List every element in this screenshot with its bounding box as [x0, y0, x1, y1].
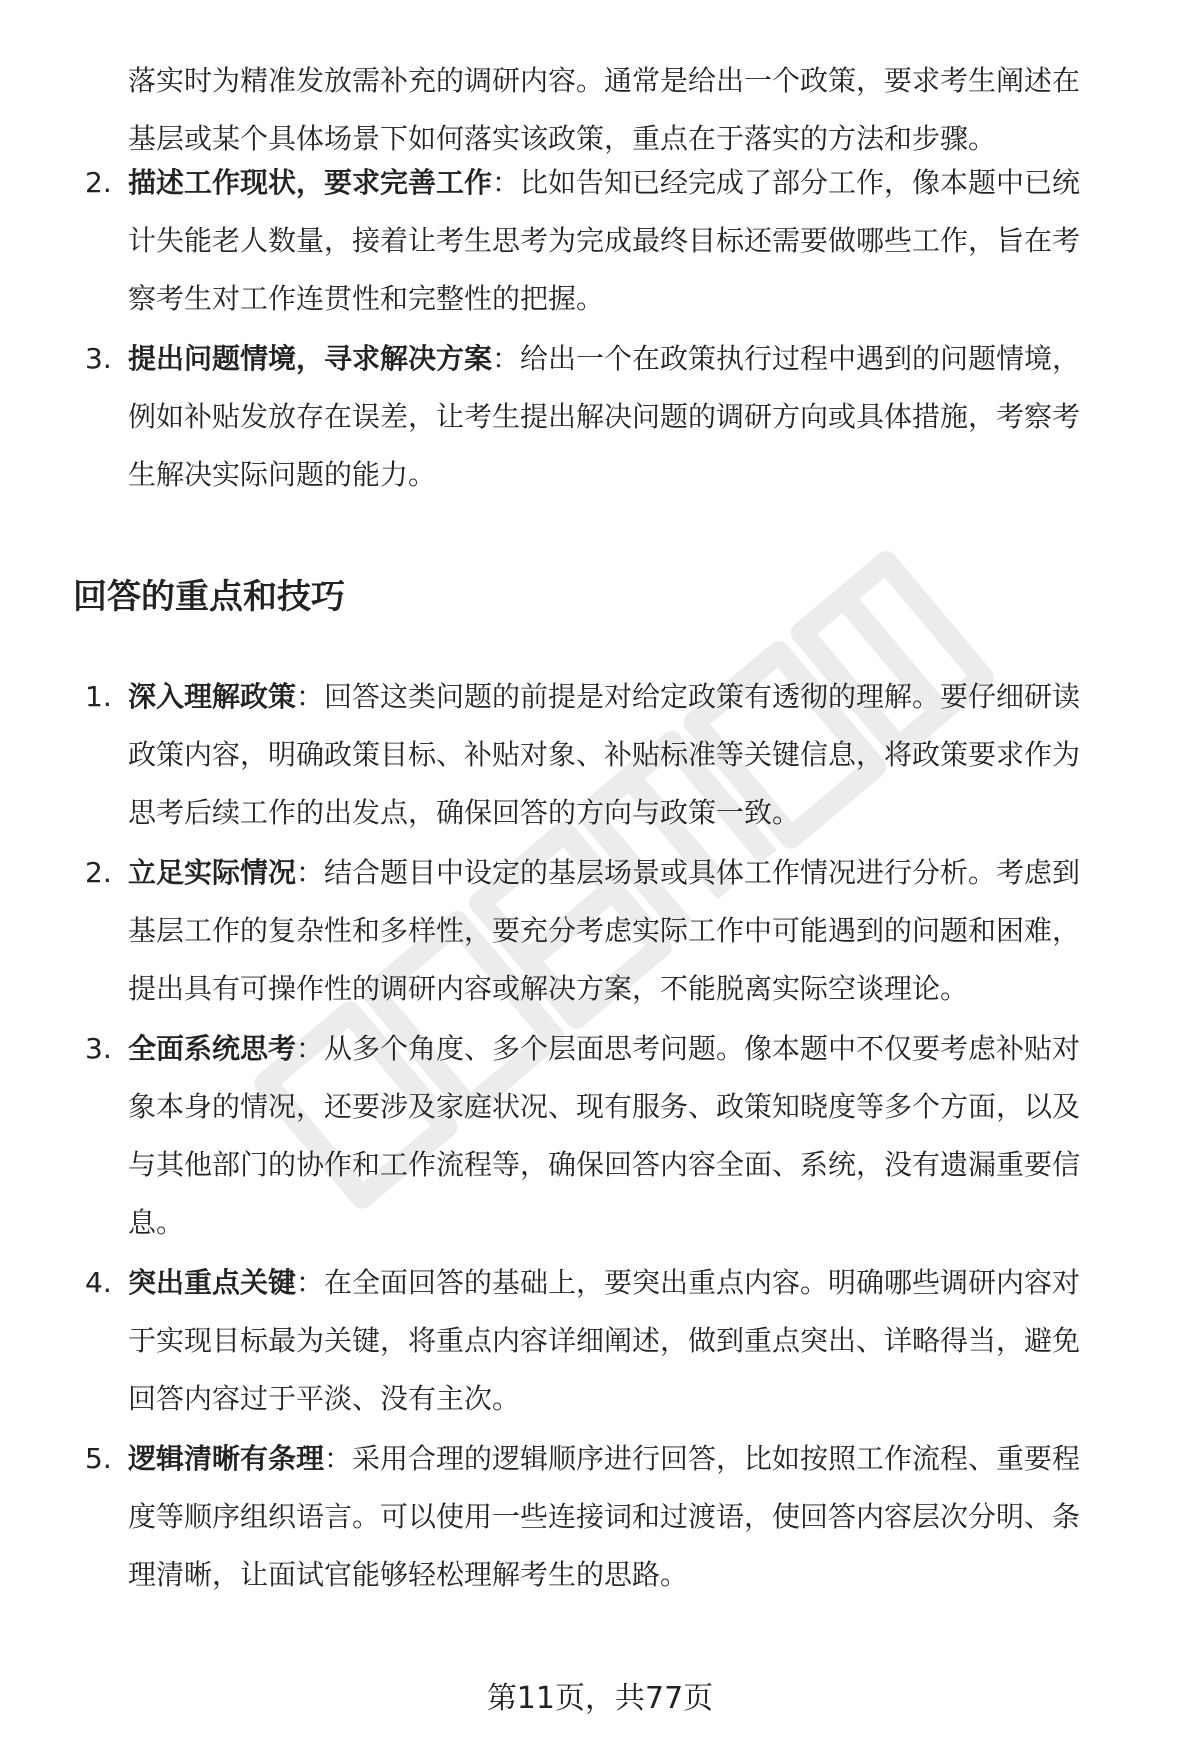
list-item-number: 1.	[85, 680, 112, 713]
list-item-text: ：比如告知已经完成了部分工作，像本题中已统 计失能老人数量，接着让考生思考为完成最终目标还需要做哪些工作，旨在考 察考生对工作连贯性和完整性的把握。	[128, 166, 1081, 315]
list-item-lead: 全面系统思考	[128, 1032, 297, 1065]
list-item	[0, 668, 1200, 842]
list-item-body	[128, 330, 1140, 504]
list-item-lead: 突出重点关键	[128, 1266, 297, 1299]
section-heading: 回答的重点和技巧	[73, 577, 345, 617]
list-item-body	[128, 1020, 1140, 1252]
list-item-lead: 立足实际情况	[128, 856, 297, 889]
page-number-footer: 第11页，共77页	[486, 1681, 714, 1716]
tips-list	[0, 668, 1200, 1606]
list-item-number: 3.	[85, 1032, 112, 1065]
list-item-lead: 深入理解政策	[128, 680, 297, 713]
list-item-text: ：回答这类问题的前提是对给定政策有透彻的理解。要仔细研读 政策内容，明确政策目标、补贴对象、补贴标准等关键信息，将政策要求作为 思考后续工作的出发点，确保回答的方向与政策一致。	[128, 680, 1081, 829]
list-item	[0, 154, 1200, 328]
list-item	[0, 844, 1200, 1018]
list-item	[0, 330, 1200, 504]
list-item-lead: 提出问题情境，寻求解决方案	[128, 342, 493, 375]
list-item-text: ：给出一个在政策执行过程中遇到的问题情境， 例如补贴发放存在误差，让考生提出解决问题的调研方向或具体措施，考察考 生解决实际问题的能力。	[128, 342, 1081, 491]
list-item-text: ：从多个角度、多个层面思考问题。像本题中不仅要考虑补贴对 象本身的情况，还要涉及家庭状况、现有服务、政策知晓度等多个方面，以及 与其他部门的协作和工作流程等，确保回答内容全面、系统，没有遗漏重要信 息。	[128, 1032, 1081, 1239]
list-item-lead: 逻辑清晰有条理	[128, 1442, 325, 1475]
list-item	[0, 1430, 1200, 1604]
list-item-body	[128, 668, 1140, 842]
list-item-text: ：在全面回答的基础上，要突出重点内容。明确哪些调研内容对 于实现目标最为关键，将重点内容详细阐述，做到重点突出、详略得当，避免 回答内容过于平淡、没有主次。	[128, 1266, 1081, 1415]
list-item	[0, 1020, 1200, 1252]
list-item-body	[128, 154, 1140, 328]
list-item-body	[128, 1430, 1140, 1604]
question-type-list	[0, 154, 1200, 506]
list-item-body	[128, 844, 1140, 1018]
list-item-number: 3.	[85, 342, 112, 375]
list-item-body	[128, 1254, 1140, 1428]
list-item-text: ：结合题目中设定的基层场景或具体工作情况进行分析。考虑到 基层工作的复杂性和多样性，要充分考虑实际工作中可能遇到的问题和困难， 提出具有可操作性的调研内容或解决方案，不能脱离实际空谈理论。	[128, 856, 1081, 1005]
list-item-number: 5.	[85, 1442, 112, 1475]
list-item-number: 2.	[85, 856, 112, 889]
list-item-text: ：采用合理的逻辑顺序进行回答，比如按照工作流程、重要程 度等顺序组织语言。可以使用一些连接词和过渡语，使回答内容层次分明、条 理清晰，让面试官能够轻松理解考生的思路。	[128, 1442, 1081, 1591]
list-item-lead: 描述工作现状，要求完善工作	[128, 166, 493, 199]
list-item-number: 2.	[85, 166, 112, 199]
continuation-paragraph: 落实时为精准发放需补充的调研内容。通常是给出一个政策，要求考生阐述在 基层或某个具体场景下如何落实该政策，重点在于落实的方法和步骤。	[128, 64, 1081, 155]
list-item	[0, 1254, 1200, 1428]
list-item-number: 4.	[85, 1266, 112, 1299]
